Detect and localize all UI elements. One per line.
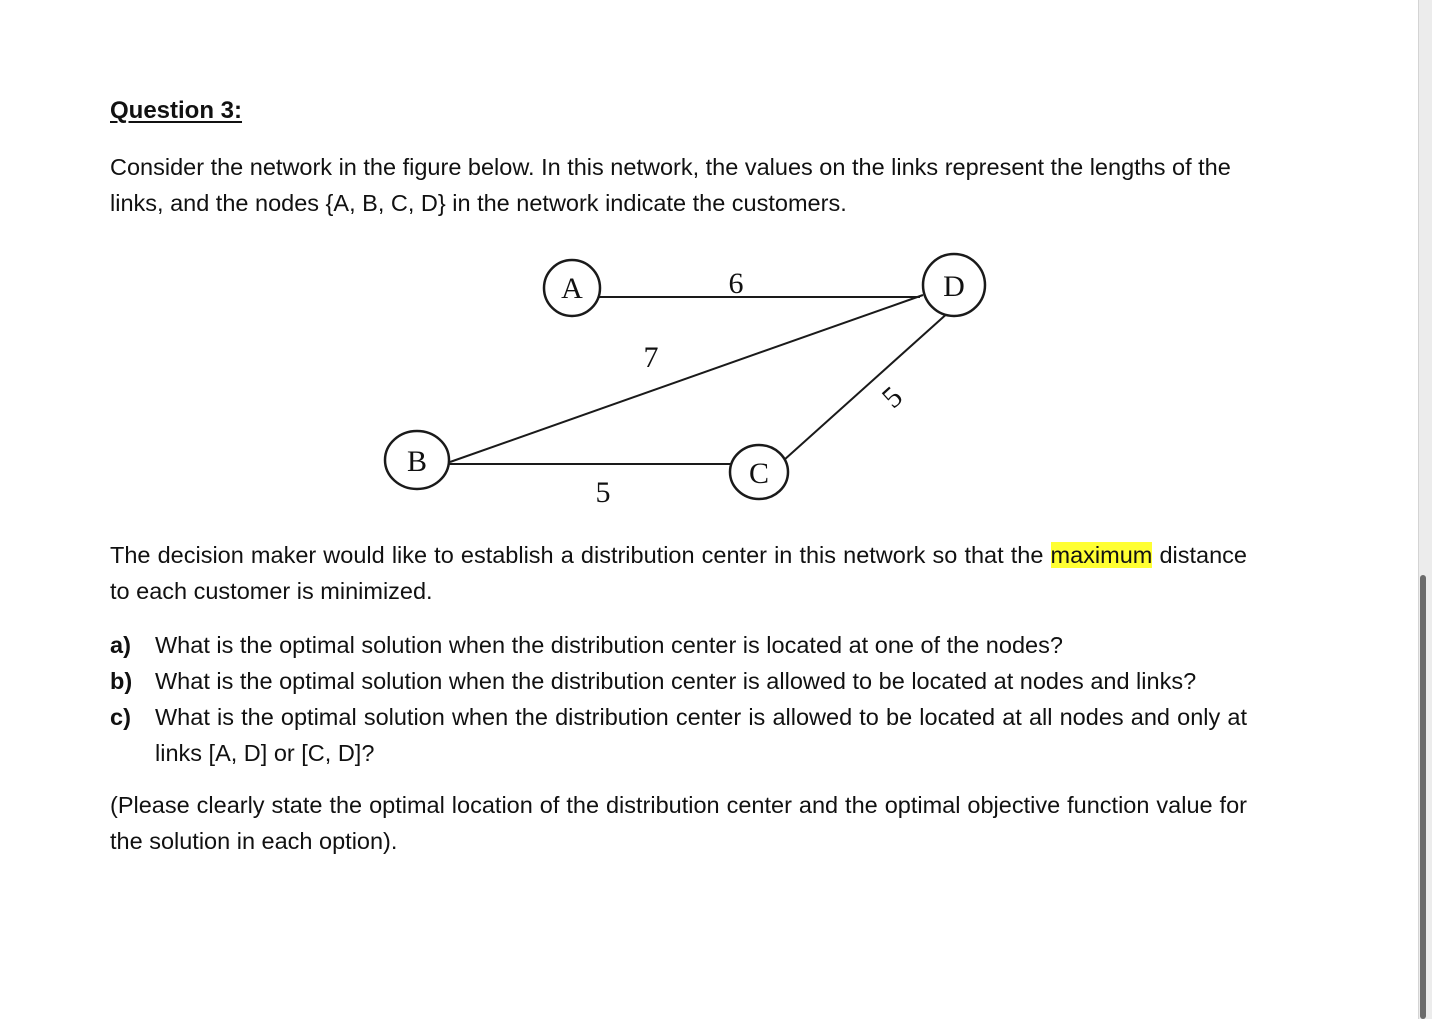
part-text-c: What is the optimal solution when the distribution center is allowed to be located at all nodes and only at links [A, D] or [C, D]? [155,704,1247,766]
node-a-label: A [561,272,583,305]
part-label-c: c) [110,704,131,730]
part-text-b: What is the optimal solution when the distribution center is allowed to be located at nodes and links? [155,668,1197,694]
node-b-label: B [406,445,428,478]
highlighted-word: maximum [1050,542,1153,568]
question-part-c [110,699,1247,771]
decision-text-after: distance to each customer is minimized. [110,542,1247,604]
edge-label-b-c: 5 [595,476,611,509]
node-a [544,260,600,316]
node-c [730,445,788,499]
question-part-a [110,627,1247,663]
node-b [385,431,449,489]
node-d-label: D [943,270,965,303]
decision-paragraph [110,537,1247,609]
edge-label-d-c: 5 [875,380,909,415]
edge-label-a-d: 6 [728,267,744,300]
network-diagram [370,245,1000,520]
part-text-a: What is the optimal solution when the distribution center is located at one of the nodes? [155,632,1063,658]
edge-d-c [774,311,950,469]
scrollbar-thumb[interactable] [1420,575,1426,1019]
node-d [923,254,985,316]
edge-label-b-d: 7 [643,341,659,374]
part-label-a: a) [110,632,131,658]
question-heading: Question 3: [110,97,243,124]
intro-paragraph: Consider the network in the figure below. In this network, the values on the links represent the lengths of the links, and the nodes {A, B, C, D} in the network indicate the customers. [110,154,1231,216]
instructions-note: (Please clearly state the optimal location of the distribution center and the optimal objective function value for the solution in each option). [110,792,1247,854]
node-c-label: C [748,457,770,490]
question-parts-list [110,627,1247,771]
decision-text-before: The decision maker would like to establish a distribution center in this network so that the [110,542,1051,568]
part-label-b: b) [110,668,133,694]
edge-b-d [450,295,923,462]
question-part-b [110,663,1247,699]
